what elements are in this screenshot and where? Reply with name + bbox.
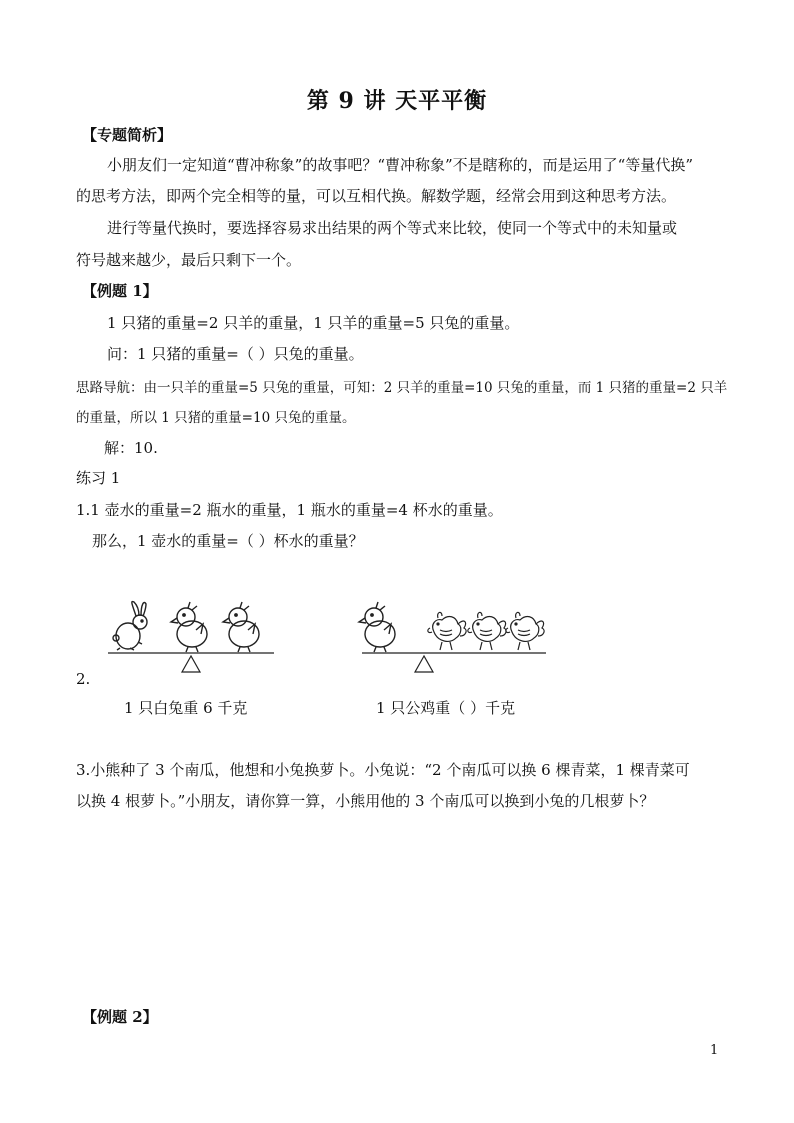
practice-q1-line-1: 1.1 壶水的重量=2 瓶水的重量，1 瓶水的重量=4 杯水的重量。 <box>76 501 503 519</box>
triangle-fulcrum-icon <box>415 656 433 672</box>
example-1-answer: 解：10. <box>104 439 158 457</box>
page-number: 1 <box>710 1043 719 1058</box>
chick-icon <box>223 602 259 652</box>
practice-q2-left-caption: 1 只白兔重 6 千克 <box>124 699 248 717</box>
example-1-statement: 1 只猪的重量=2 只羊的重量，1 只羊的重量=5 只兔的重量。 <box>107 314 520 332</box>
example-2-heading: 【例题 2】 <box>82 1008 158 1026</box>
example-1-hint-line-1: 思路导航：由一只羊的重量=5 只兔的重量，可知：2 只羊的重量=10 只兔的重量，而 1 只猪的重量=2 只羊 <box>76 380 728 396</box>
practice-q2-right-caption: 1 只公鸡重（ ）千克 <box>376 699 516 717</box>
intro-paragraph-2-line-1: 进行等量代换时，要选择容易求出结果的两个等式来比较，使同一个等式中的未知量或 <box>107 219 678 237</box>
intro-paragraph-1-line-1: 小朋友们一定知道“曹冲称象”的故事吧？“曹冲称象”不是瞎称的，而是运用了“等量代换” <box>107 156 694 174</box>
example-1-hint-line-2: 的重量，所以 1 只猪的重量=10 只兔的重量。 <box>76 410 356 426</box>
example-1-question: 问：1 只猪的重量=（ ）只兔的重量。 <box>107 345 364 363</box>
rooster-icon <box>468 612 506 650</box>
intro-paragraph-1-line-2: 的思考方法，即两个完全相等的量，可以互相代换。解数学题，经常会用到这种思考方法。 <box>76 187 677 205</box>
practice-q1-line-2: 那么，1 壶水的重量=（ ）杯水的重量？ <box>92 532 364 550</box>
rabbit-icon <box>113 602 147 650</box>
balance-figure-rabbit-chicks <box>108 598 276 674</box>
intro-heading: 【专题简析】 <box>82 126 173 144</box>
triangle-fulcrum-icon <box>182 656 200 672</box>
rooster-icon <box>506 612 544 650</box>
chick-icon <box>171 602 207 652</box>
practice-q3-line-2: 以换 4 根萝卜。”小朋友，请你算一算，小熊用他的 3 个南瓜可以换到小兔的几根萝卜？ <box>76 792 655 810</box>
rooster-icon <box>428 612 466 650</box>
example-1-heading: 【例题 1】 <box>82 282 158 300</box>
practice-1-heading: 练习 1 <box>76 469 121 487</box>
practice-q3-line-1: 3.小熊种了 3 个南瓜，他想和小兔换萝卜。小兔说：“2 个南瓜可以换 6 棵青菜，1 棵青菜可 <box>76 761 690 779</box>
practice-q2-number: 2. <box>76 670 91 688</box>
balance-figure-chick-roosters <box>354 598 548 674</box>
chick-icon <box>359 602 395 652</box>
intro-paragraph-2-line-2: 符号越来越少，最后只剩下一个。 <box>76 251 302 269</box>
page-title: 第 9 讲 天平平衡 <box>306 88 488 114</box>
